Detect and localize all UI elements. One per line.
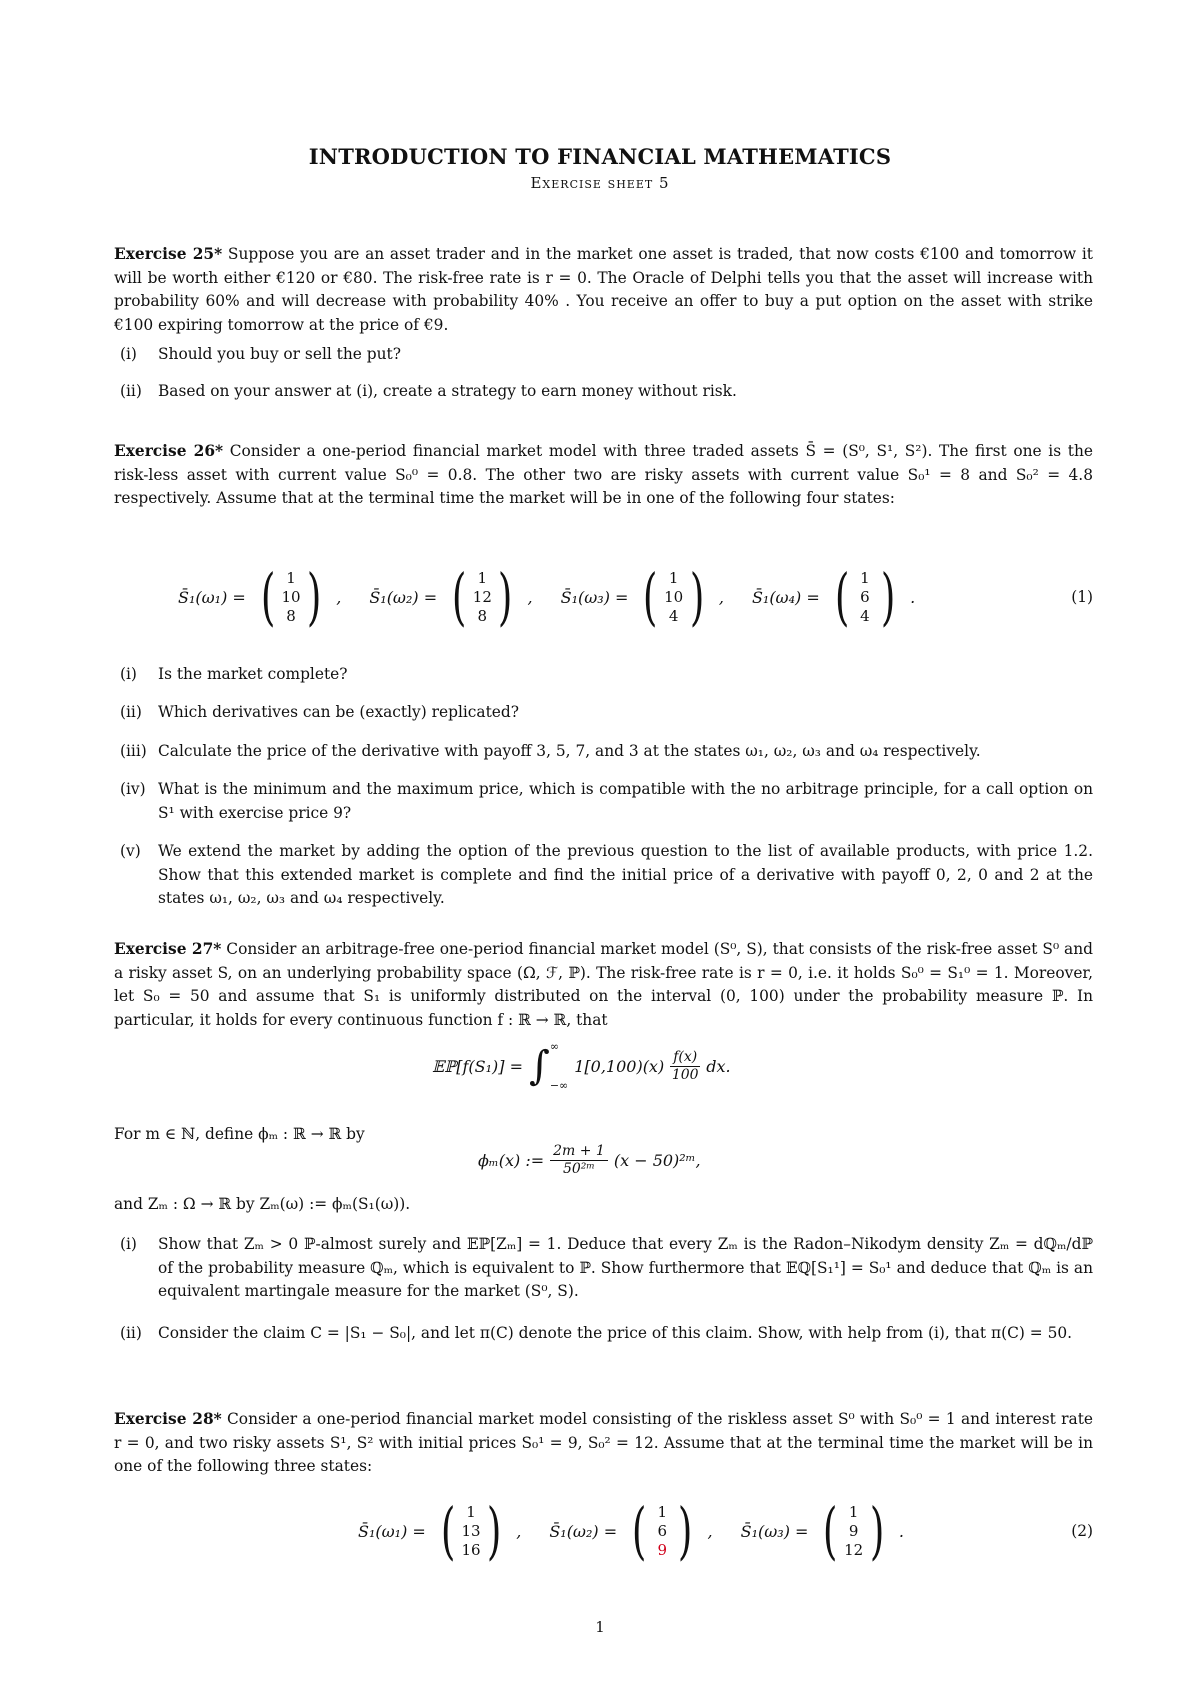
item-text: Is the market complete? xyxy=(158,665,348,683)
vector-sep: . xyxy=(910,587,916,607)
exercise-26-item-iv xyxy=(114,778,1093,825)
vector-omega1-lhs: S̄₁(ω₁) = xyxy=(178,587,246,607)
vector-entry-highlighted: 9 xyxy=(657,1540,668,1559)
item-text: Consider the claim C = |S₁ − S₀|, and let π(C) denote the price of this claim. Show, with help from (i), that π(C) = 50. xyxy=(158,1324,1073,1342)
vector-entry: 1 xyxy=(860,568,870,587)
vector-sep: . xyxy=(898,1521,904,1541)
integral-sign: ∫ xyxy=(528,1043,550,1089)
vector-entry: 8 xyxy=(477,606,488,625)
vector-entry: 1 xyxy=(668,568,679,587)
exercise-25-body: Suppose you are an asset trader and in the market one asset is traded, that now costs €100 and tomorrow it will be worth either €120 or €80. The risk-free rate is r = 0. The Oracle of Delphi tells you that the asset will increase with probability 60% and will decrease with probability 40% . You receive an offer to buy a put option on the asset with strike €100 expiring tomorrow at the price of €9. xyxy=(114,245,1093,335)
indicator-function: 1[0,100)(x) xyxy=(574,1056,665,1076)
fraction-numerator: f(x) xyxy=(670,1049,700,1067)
vector-entry: 10 xyxy=(664,587,684,606)
vector-entry: 13 xyxy=(461,1521,481,1540)
item-label: (i) xyxy=(120,1235,137,1253)
equation-phi xyxy=(0,1143,1200,1199)
item-text: Show that Zₘ > 0 ℙ-almost surely and 𝔼ℙ[Zₘ] = 1. Deduce that every Zₘ is the Radon–Nikodym density Zₘ = dℚₘ/dℙ of the probability measure ℚₘ, which is equivalent to ℙ. Show furthermore that 𝔼ℚ[S₁¹] = S₀¹ and deduce that ℚₘ is an equivalent martingale measure for the market (S⁰, S). xyxy=(158,1235,1093,1301)
item-label: (iii) xyxy=(120,742,147,760)
item-text: What is the minimum and the maximum price, which is compatible with the no arbitrage principle, for a call option on S¹ with exercise price 9? xyxy=(158,780,1093,822)
exercise-26-heading: Exercise 26* xyxy=(114,442,224,460)
exercise-26-item-v xyxy=(114,840,1093,911)
equation-number: (2) xyxy=(1071,1522,1093,1540)
vector-entry: 1 xyxy=(848,1502,859,1521)
item-label: (ii) xyxy=(120,703,142,721)
expectation-formula xyxy=(432,1040,731,1092)
item-label: (iv) xyxy=(120,780,146,798)
exercise-27 xyxy=(114,938,1093,1033)
fraction-denominator: 50²ᵐ xyxy=(562,1161,595,1177)
vector-omega4: ( 1 6 4 ) xyxy=(834,560,896,633)
vector-omega2-lhs: S̄₁(ω₂) = xyxy=(549,1521,618,1541)
phi-tail: (x − 50)²ᵐ, xyxy=(613,1151,701,1170)
exercise-25-item-i xyxy=(114,343,1093,367)
item-text: We extend the market by adding the option of the previous question to the list of available products, with price 1.2. Show that this extended market is complete and find the initial price of a derivative with payoff 0, 2, 0 and 2 at the states ω₁, ω₂, ω₃ and ω₄ respectively. xyxy=(158,842,1093,908)
vector-sep: , xyxy=(707,1521,713,1541)
phi-formula xyxy=(478,1143,701,1178)
vector-omega3: ( 1 9 12 ) xyxy=(823,1494,885,1567)
vector-omega3: ( 1 10 4 ) xyxy=(643,560,705,633)
exercise-27-item-ii xyxy=(114,1322,1093,1346)
document-title: INTRODUCTION TO FINANCIAL MATHEMATICS xyxy=(308,144,892,169)
equation-2-vectors xyxy=(358,1494,904,1567)
fraction-denominator: 100 xyxy=(671,1066,699,1083)
item-label: (v) xyxy=(120,842,141,860)
vector-entry: 16 xyxy=(461,1540,481,1559)
vector-sep: , xyxy=(718,587,724,607)
equation-number: (1) xyxy=(1071,588,1093,606)
vector-omega3-lhs: S̄₁(ω₃) = xyxy=(740,1521,809,1541)
vector-omega1-lhs: S̄₁(ω₁) = xyxy=(358,1521,426,1541)
exercise-28 xyxy=(114,1408,1093,1479)
exercise-25-item-ii xyxy=(114,380,1093,404)
vector-entry: 12 xyxy=(472,587,492,606)
exercise-27-body: Consider an arbitrage-free one-period financial market model (S⁰, S), that consists of the risk-free asset S⁰ and a risky asset S, on an underlying probability space (Ω, ℱ, ℙ). The risk-free rate is r = 0, i.e. it holds S₀⁰ = S₁⁰ = 1. Moreover, let S₀ = 50 and assume that S₁ is uniformly distributed on the interval (0, 100) under the probability measure ℙ. In particular, it holds for every continuous function f : ℝ → ℝ, that xyxy=(114,940,1093,1030)
vector-entry: 1 xyxy=(466,1502,476,1521)
item-text: Which derivatives can be (exactly) replicated? xyxy=(158,703,519,721)
vector-omega4-lhs: S̄₁(ω₄) = xyxy=(751,587,820,607)
vector-entry: 4 xyxy=(668,606,679,625)
vector-sep: , xyxy=(336,587,342,607)
exercise-28-heading: Exercise 28* xyxy=(114,1410,222,1428)
fraction-numerator: 2m + 1 xyxy=(550,1143,608,1161)
item-text: Calculate the price of the derivative with payoff 3, 5, 7, and 3 at the states ω₁, ω₂, ω₃ and ω₄ respectively. xyxy=(158,742,981,760)
vector-omega2: ( 1 6 9 ) xyxy=(631,1494,693,1567)
equation-expectation xyxy=(0,1040,1200,1100)
exercise-26-body: Consider a one-period financial market model with three traded assets S̄ = (S⁰, S¹, S²). The first one is the risk-less asset with current value S₀⁰ = 0.8. The other two are risky assets with current value S₀¹ = 8 and S₀² = 4.8 respectively. Assume that at the terminal time the market will be in one of the following four states: xyxy=(114,442,1093,508)
equation-1 xyxy=(0,560,1200,636)
integral-lower: −∞ xyxy=(549,1079,569,1092)
vector-entry: 10 xyxy=(281,587,301,606)
define-phi-line: For m ∈ ℕ, define ϕₘ : ℝ → ℝ by xyxy=(114,1125,365,1143)
item-label: (ii) xyxy=(120,1324,142,1342)
exercise-27-heading: Exercise 27* xyxy=(114,940,222,958)
vector-entry: 1 xyxy=(657,1502,668,1521)
vector-entry: 9 xyxy=(848,1521,859,1540)
document-subtitle: Exercise sheet 5 xyxy=(530,174,670,192)
equation-1-vectors xyxy=(178,560,916,633)
vector-omega2-lhs: S̄₁(ω₂) = xyxy=(369,587,438,607)
vector-entry: 6 xyxy=(860,587,870,606)
vector-omega2: ( 1 12 8 ) xyxy=(451,560,513,633)
expectation-lhs: 𝔼ℙ[f(S₁)] = xyxy=(432,1056,523,1076)
integral xyxy=(529,1040,568,1092)
integral-differential: dx. xyxy=(706,1056,731,1076)
exercise-26 xyxy=(114,440,1093,511)
vector-entry: 6 xyxy=(657,1521,668,1540)
exercise-27-item-i xyxy=(114,1233,1093,1304)
vector-sep: , xyxy=(516,1521,522,1541)
item-label: (ii) xyxy=(120,382,142,400)
vector-sep: , xyxy=(527,587,533,607)
vector-entry: 8 xyxy=(286,606,296,625)
vector-omega1: ( 1 13 16 ) xyxy=(440,1494,502,1567)
vector-entry: 12 xyxy=(844,1540,864,1559)
define-z-line: and Zₘ : Ω → ℝ by Zₘ(ω) := ϕₘ(S₁(ω)). xyxy=(114,1195,411,1213)
equation-2 xyxy=(0,1494,1200,1570)
item-label: (i) xyxy=(120,665,137,683)
vector-entry: 1 xyxy=(477,568,488,587)
exercise-25 xyxy=(114,243,1093,338)
exercise-26-item-iii xyxy=(114,740,1093,764)
item-text: Based on your answer at (i), create a strategy to earn money without risk. xyxy=(158,382,737,400)
vector-entry: 4 xyxy=(860,606,870,625)
density-fraction xyxy=(670,1049,700,1084)
item-label: (i) xyxy=(120,345,137,363)
exercise-26-item-i xyxy=(114,663,1093,687)
item-text: Should you buy or sell the put? xyxy=(158,345,401,363)
vector-omega3-lhs: S̄₁(ω₃) = xyxy=(560,587,629,607)
exercise-26-item-ii xyxy=(114,701,1093,725)
integral-upper: ∞ xyxy=(549,1040,559,1053)
exercise-25-heading: Exercise 25* xyxy=(114,245,223,263)
vector-entry: 1 xyxy=(286,568,296,587)
exercise-28-body: Consider a one-period financial market model consisting of the riskless asset S⁰ with S₀⁰ = 1 and interest rate r = 0, and two risky assets S¹, S² with initial prices S₀¹ = 9, S₀² = 12. Assume that at the terminal time the market will be in one of the following three states: xyxy=(114,1410,1093,1476)
page-number: 1 xyxy=(595,1618,605,1636)
phi-lhs: ϕₘ(x) := xyxy=(478,1151,545,1170)
phi-fraction xyxy=(550,1143,608,1178)
vector-omega1: ( 1 10 8 ) xyxy=(260,560,322,633)
